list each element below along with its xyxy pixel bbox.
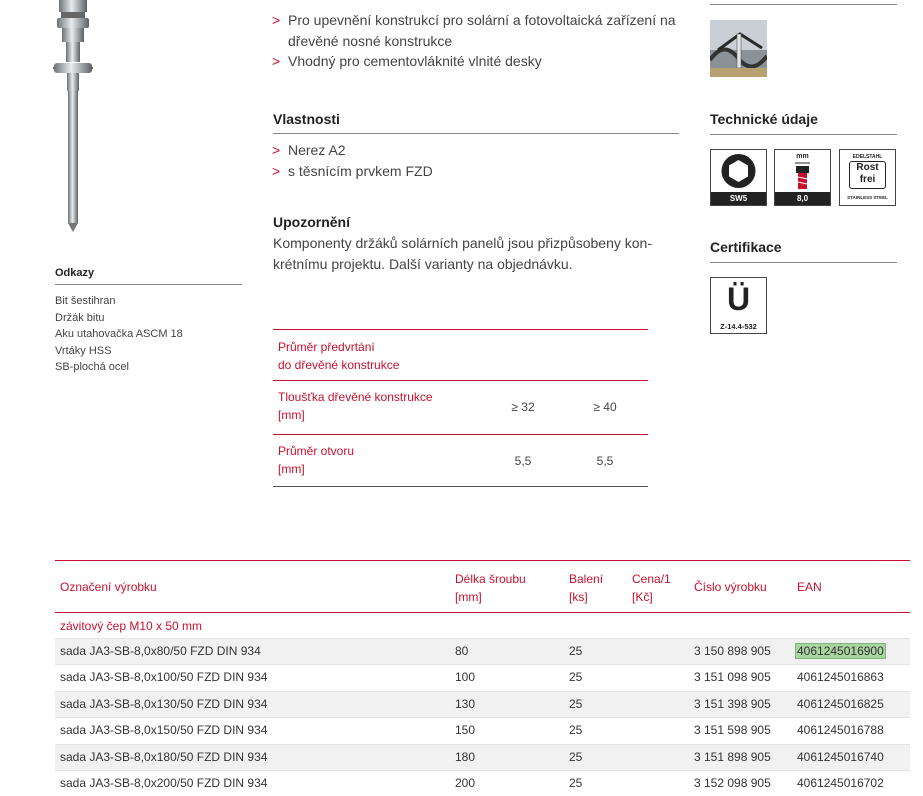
drill-label-line1: Tloušťka dřevěné konstrukce — [278, 390, 433, 404]
rostfrei-badge — [849, 161, 886, 189]
cell-name: sada JA3-SB-8,0x150/50 FZD DIN 934 — [60, 723, 268, 738]
drill-spec-table — [273, 329, 648, 487]
product-screw-image — [50, 0, 96, 232]
header-pack — [569, 570, 603, 606]
cell-number: 3 151 098 905 — [694, 670, 771, 685]
intro-bullet-text: Pro upevnění konstrukcí pro solární a fotovoltaická zařízení na dřevěné nosné konstrukce — [288, 12, 676, 49]
highlighted-ean[interactable]: 4061245016900 — [797, 644, 884, 658]
stainless-steel-icon — [839, 149, 896, 206]
vlastnosti-bullet — [272, 140, 682, 161]
table-row[interactable] — [55, 770, 910, 796]
drill-row — [273, 329, 648, 380]
odkazy-title: Odkazy — [55, 267, 95, 279]
drill-value: 5,5 — [514, 454, 532, 468]
cell-ean: 4061245016788 — [797, 723, 884, 738]
cell-number: 3 152 098 905 — [694, 775, 771, 790]
odkazy-link[interactable]: SB-plochá ocel — [55, 361, 129, 373]
right-top-divider — [710, 4, 897, 5]
product-group-label: závitový čep M10 x 50 mm — [60, 619, 203, 633]
u-mark-symbol: Ü — [726, 281, 751, 317]
cell-ean: 4061245016863 — [797, 670, 884, 685]
odkazy-link[interactable]: Bit šestihran — [55, 295, 116, 307]
table-row[interactable] — [55, 638, 910, 664]
table-row[interactable] — [55, 717, 910, 743]
header-length-l1: Délka šroubu — [455, 572, 526, 586]
certification-u-mark-icon — [710, 277, 767, 334]
cell-length: 80 — [455, 644, 469, 658]
drill-row-label — [278, 442, 354, 478]
cell-name: sada JA3-SB-8,0x180/50 FZD DIN 934 — [60, 749, 268, 764]
intro-list — [272, 10, 682, 72]
hex-drive-icon — [710, 149, 767, 206]
diameter-caption: 8,0 — [775, 192, 830, 205]
product-group-heading — [55, 613, 910, 638]
certification-code: Z-14.4-532 — [720, 322, 757, 331]
cell-length: 100 — [455, 670, 476, 685]
table-row[interactable] — [55, 744, 910, 770]
odkazy-link[interactable]: Vrtáky HSS — [55, 344, 112, 357]
diameter-icon — [774, 149, 831, 206]
header-length — [455, 570, 526, 606]
stainless-bottom-text: STAINLESS STEEL — [847, 195, 888, 200]
cell-name: sada JA3-SB-8,0x100/50 FZD DIN 934 — [60, 670, 268, 685]
application-photo — [710, 20, 767, 77]
rostfrei-line1: Rost — [856, 162, 879, 173]
rostfrei-line2: frei — [859, 174, 876, 185]
drill-row — [273, 434, 648, 487]
product-table-header — [55, 560, 910, 613]
screw-diameter-icon — [775, 152, 830, 192]
cell-pack: 25 — [569, 696, 583, 711]
vlastnosti-list — [272, 140, 682, 181]
header-name: Označení výrobku — [60, 580, 157, 594]
drill-label-line2: do dřevěné konstrukce — [278, 358, 400, 372]
hex-drive-caption: SW5 — [711, 192, 766, 205]
header-pack-l1: Balení — [569, 572, 604, 586]
bullet-marker: > — [272, 142, 281, 158]
drill-value: 5,5 — [596, 454, 614, 468]
header-number: Číslo výrobku — [694, 580, 767, 594]
drill-row-label — [278, 338, 399, 374]
intro-bullet — [272, 10, 682, 51]
cell-pack: 25 — [569, 644, 583, 658]
vlastnosti-bullet-text: s těsnícím prvkem FZD — [288, 162, 433, 179]
cell-ean: 4061245016740 — [797, 749, 884, 764]
cell-length: 200 — [455, 775, 476, 790]
cell-name: sada JA3-SB-8,0x130/50 FZD DIN 934 — [60, 696, 268, 711]
product-table — [55, 560, 910, 796]
cell-number: 3 151 398 905 — [694, 696, 771, 711]
cell-number: 3 151 598 905 — [694, 723, 771, 738]
cell-name: sada JA3-SB-8,0x200/50 FZD DIN 934 — [60, 775, 268, 790]
certifikace-title: Certifikace — [710, 239, 782, 255]
intro-bullet-text: Vhodný pro cementovláknité vlnité desky — [288, 53, 542, 69]
odkazy-link[interactable]: Aku utahovačka ASCM 18 — [55, 328, 183, 340]
drill-row — [273, 380, 648, 434]
header-ean: EAN — [797, 580, 822, 594]
cell-ean — [797, 644, 886, 658]
diameter-unit: mm — [796, 153, 809, 160]
bullet-marker: > — [272, 162, 281, 179]
header-price-l2: [Kč] — [632, 590, 653, 604]
table-row[interactable] — [55, 691, 910, 717]
vlastnosti-divider — [273, 133, 679, 134]
vlastnosti-title: Vlastnosti — [273, 111, 340, 127]
upozorneni-title: Upozornění — [273, 214, 350, 230]
cell-name: sada JA3-SB-8,0x80/50 FZD DIN 934 — [60, 644, 261, 658]
odkazy-list — [55, 293, 183, 376]
upozorneni-text: Komponenty držáků solárních panelů jsou přizpůsobeny kon- krétnímu projektu. Další varianty na objednávku. — [273, 235, 653, 272]
technicke-udaje-title: Technické údaje — [710, 111, 818, 127]
certifikace-divider — [710, 262, 897, 263]
cell-length: 180 — [455, 749, 476, 764]
cell-ean: 4061245016825 — [797, 696, 884, 711]
cell-number: 3 150 898 905 — [694, 644, 771, 658]
cell-number: 3 151 898 905 — [694, 749, 771, 764]
drill-label-line2: [mm] — [278, 462, 305, 476]
bullet-marker: > — [272, 53, 281, 69]
cell-length: 150 — [455, 723, 476, 738]
header-length-l2: [mm] — [455, 590, 482, 604]
cell-pack: 25 — [569, 749, 583, 764]
odkazy-link[interactable]: Držák bitu — [55, 311, 105, 324]
intro-bullet — [272, 51, 682, 72]
table-row[interactable] — [55, 664, 910, 690]
vlastnosti-bullet — [272, 161, 682, 182]
drill-row-label — [278, 388, 433, 424]
drill-label-line1: Průměr předvrtání — [278, 340, 375, 354]
header-pack-l2: [ks] — [569, 590, 588, 604]
hexagon-icon — [711, 150, 766, 192]
drill-label-line1: Průměr otvoru — [278, 444, 355, 458]
technicke-udaje-divider — [710, 134, 897, 135]
bullet-marker: > — [272, 12, 281, 28]
vlastnosti-bullet-text: Nerez A2 — [288, 142, 346, 158]
header-price — [632, 570, 671, 606]
cell-ean: 4061245016702 — [797, 775, 884, 790]
cell-pack: 25 — [569, 775, 583, 790]
product-rows — [55, 638, 910, 796]
header-price-l1: Cena/1 — [632, 572, 671, 586]
drill-label-line2: [mm] — [278, 408, 305, 422]
odkazy-divider — [55, 284, 242, 285]
cell-length: 130 — [455, 696, 476, 711]
cell-pack: 25 — [569, 670, 583, 685]
drill-value: ≥ 32 — [511, 400, 535, 414]
drill-value: ≥ 40 — [593, 400, 617, 414]
cell-pack: 25 — [569, 723, 583, 738]
stainless-top-text: EDELSTAHL — [852, 154, 883, 160]
